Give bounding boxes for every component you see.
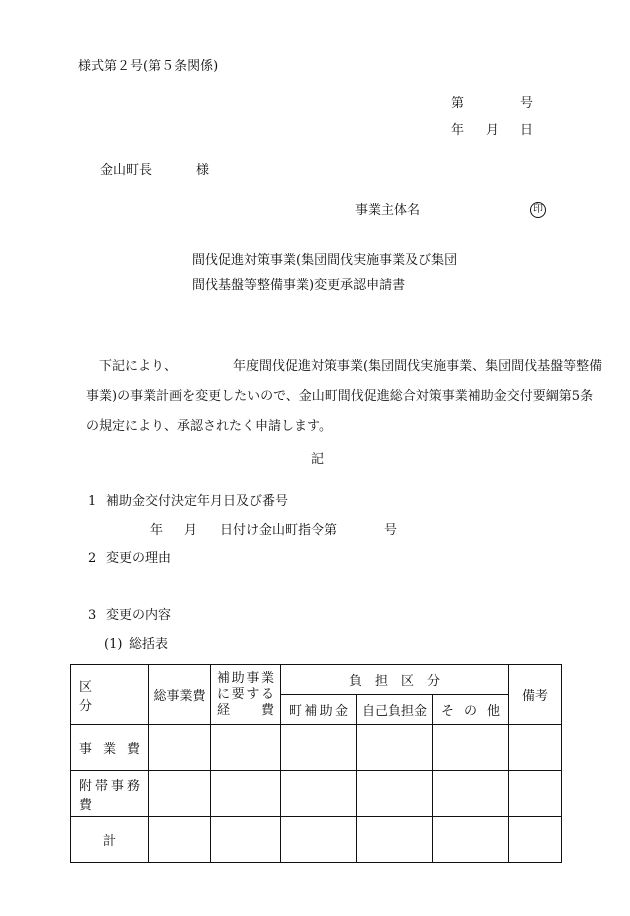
body-line-1b: 年度間伐促進対策事業(集団間伐実施事業、集団間伐基盤等整備	[233, 359, 603, 374]
item-1-number: 1	[88, 494, 97, 509]
sub-1-label: 総括表	[129, 637, 169, 652]
table-row	[71, 817, 562, 863]
header-subsidy-line-2: に要する	[217, 686, 274, 702]
decision-month: 月	[184, 523, 198, 538]
table-row	[71, 725, 562, 771]
row-label-total: 計	[71, 817, 149, 863]
table-row	[71, 771, 562, 817]
item-2-label: 変更の理由	[106, 551, 172, 566]
date-year: 年	[451, 123, 465, 138]
ki-heading: 記	[311, 452, 325, 467]
body-line-3: の規定により、承認されたく申請します。	[86, 419, 332, 434]
header-town-subsidy: 町補助金	[281, 695, 357, 725]
seal-mark: 印	[530, 202, 546, 218]
decision-tail: 日付け金山町指令第	[220, 523, 338, 538]
header-other: その他	[433, 695, 509, 725]
sub-1-number: (1)	[104, 637, 123, 652]
header-subsidy-line-1: 補助事業	[217, 670, 274, 686]
addressee-name: 金山町長	[100, 163, 153, 178]
summary-table	[70, 664, 562, 863]
header-total-cost: 総事業費	[149, 665, 211, 725]
body-line-2: 事業)の事業計画を変更したいので、金山町間伐促進総合対策事業補助金交付要綱第5条	[86, 389, 594, 404]
addressee-honorific: 様	[196, 163, 210, 178]
body-line-1a: 下記により、	[99, 359, 178, 374]
applicant-label: 事業主体名	[355, 203, 421, 218]
date-month: 月	[486, 123, 500, 138]
header-burden: 負 担 区 分	[281, 665, 509, 695]
header-self-burden: 自己負担金	[357, 695, 433, 725]
row-label-jigyohi: 事業費	[71, 725, 149, 771]
doc-number-dai: 第	[451, 96, 465, 111]
doc-number-go: 号	[520, 96, 534, 111]
title-line-2: 間伐基盤等整備事業)変更承認申請書	[192, 278, 406, 293]
header-subsidy-cost	[211, 665, 281, 725]
row-label-futai: 附帯事務費	[71, 771, 149, 817]
item-1-label: 補助金交付決定年月日及び番号	[106, 494, 289, 509]
title-line-1: 間伐促進対策事業(集団間伐実施事業及び集団	[192, 253, 458, 268]
header-subsidy-line-3: 経 費	[217, 702, 274, 718]
item-3-label: 変更の内容	[106, 608, 172, 623]
header-note: 備考	[509, 665, 562, 725]
body-paragraph	[86, 352, 603, 442]
decision-go: 号	[384, 523, 398, 538]
form-number: 様式第２号(第５条関係)	[78, 59, 219, 74]
date-day: 日	[520, 123, 534, 138]
header-kubun: 区 分	[71, 665, 149, 725]
body-line-1	[86, 352, 603, 382]
item-2-number: 2	[88, 551, 97, 566]
decision-year: 年	[150, 523, 164, 538]
item-3-number: 3	[88, 608, 97, 623]
